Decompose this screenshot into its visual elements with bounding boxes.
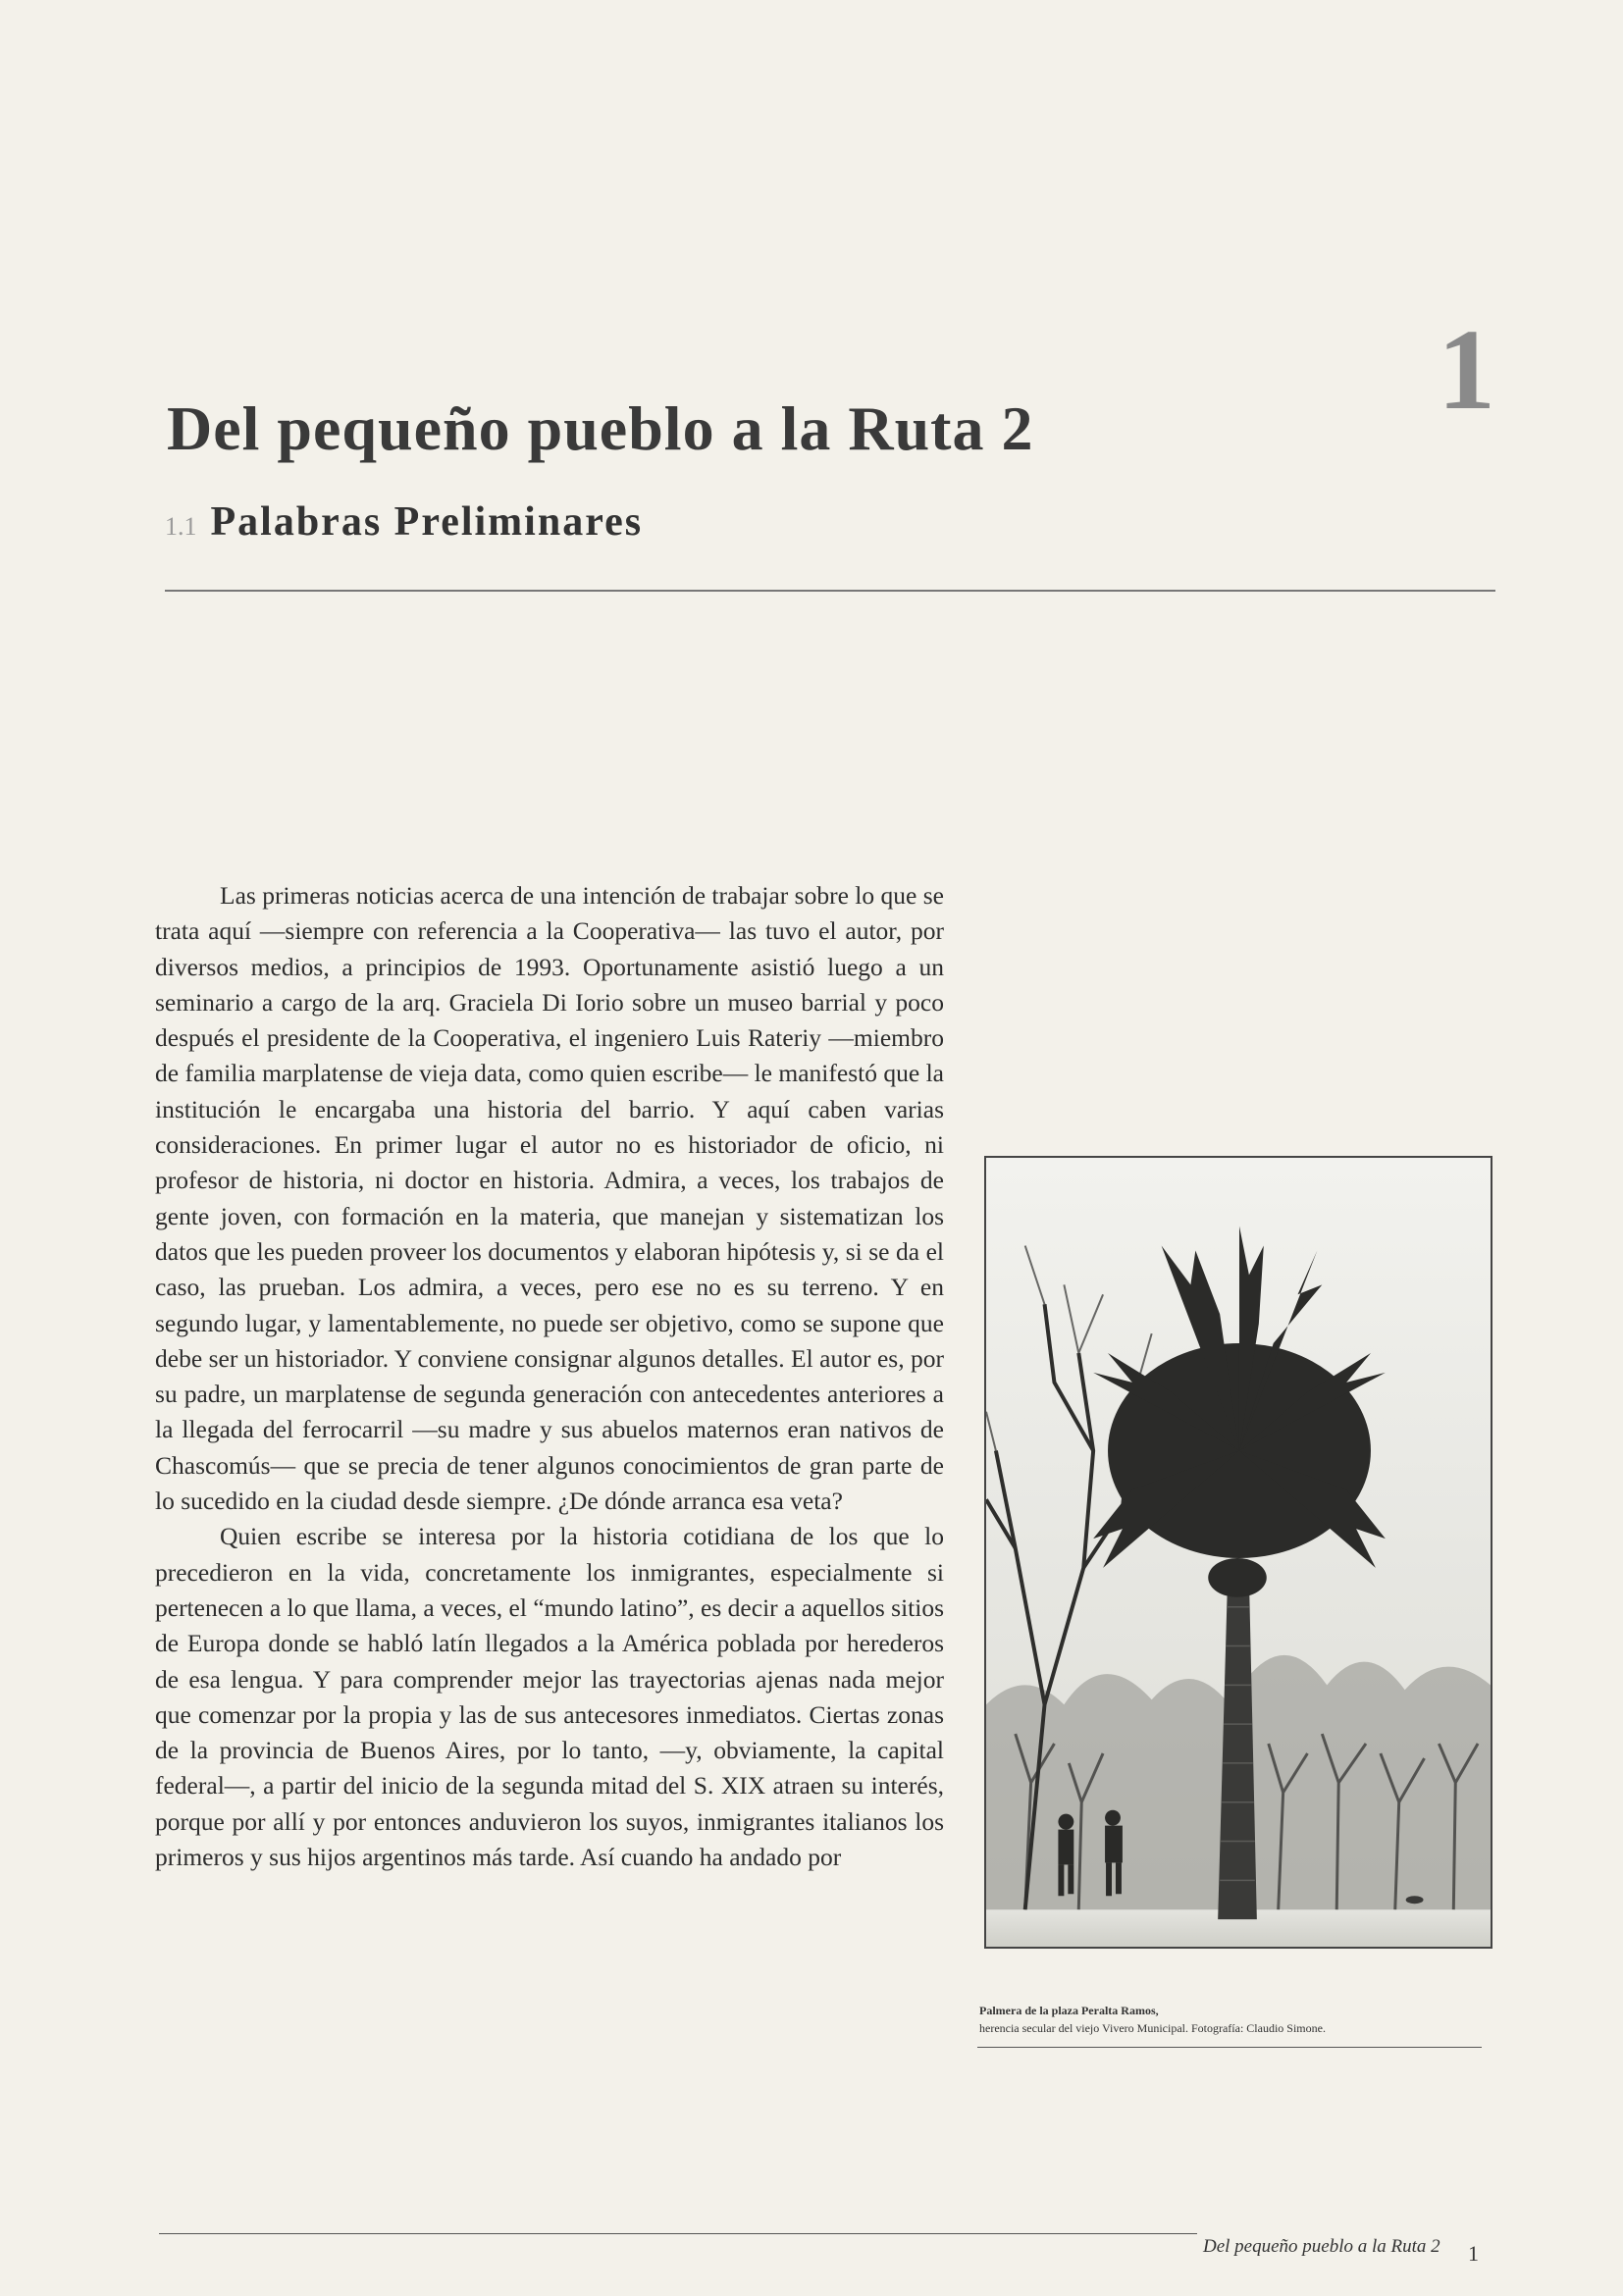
photo-caption [979,2002,1493,2037]
section-title: Palabras Preliminares [210,499,644,545]
body-text [155,878,944,1875]
footer-divider [159,2233,1197,2234]
section-heading [165,498,643,546]
caption-text: herencia secular del viejo Vivero Municipal. Fotografía: Claudio Simone. [979,2021,1326,2035]
caption-title: Palmera de la plaza Peralta Ramos, [979,2004,1159,2017]
page-number: 1 [1468,2241,1479,2266]
paragraph: Quien escribe se interesa por la historia cotidiana de los que lo precedieron en la vida, concretamente los inmigrantes, especialmente si pertenecen a lo que llama, a veces, el “mundo latino”, es decir a aquellos sitios de Europa donde se habló latín llegados a la América poblada por herederos de esa lengua. Y para comprender mejor las trayectorias ajenas nada mejor que comenzar por la propia y las de sus antecesores inmediatos. Ciertas zonas de la provincia de Buenos Aires, por lo tanto, —y, obviamente, la capital federal—, a partir del inicio de la segunda mitad del S. XIX atraen su interés, porque por allí y por entonces anduvieron los suyos, inmigrantes italianos los primeros y sus hijos argentinos más tarde. Así cuando ha andado por [155,1522,944,1872]
heading-divider [165,590,1495,592]
running-title: Del pequeño pueblo a la Ruta 2 [1203,2236,1440,2257]
caption-divider [977,2047,1482,2048]
palm-tree-photo [984,1156,1492,1949]
chapter-title: Del pequeño pueblo a la Ruta 2 [167,393,1034,463]
paragraph: Las primeras noticias acerca de una intención de trabajar sobre lo que se trata aquí —siempre con referencia a la Cooperativa— las tuvo el autor, por diversos medios, a principios de 1993. Oportunamente asistió luego a un seminario a cargo de la arq. Graciela Di Iorio sobre un museo barrial y poco después el presidente de la Cooperativa, el ingeniero Luis Rateriy —miembro de familia marplatense de vieja data, como quien escribe— le manifestó que la institución le encargaba una historia del barrio. Y aquí caben varias consideraciones. En primer lugar el autor no es historiador de oficio, ni profesor de historia, ni doctor en historia. Admira, a veces, los trabajos de gente joven, con formación en la materia, que manejan y sistematizan los datos que les pueden proveer los documentos y elaboran hipótesis y, si se da el caso, las prueban. Los admira, a veces, pero ese no es su terreno. Y en segundo lugar, y lamentablemente, no puede ser objetivo, como se supone que debe ser un historiador. Y conviene consignar algunos detalles. El autor es, por su padre, un marplatense de segunda generación con antecedentes anteriores a la llegada del ferrocarril —su madre y sus abuelos maternos eran nativos de Chascomús— que se precia de tener algunos conocimientos de gran parte de lo sucedido en la ciudad desde siempre. ¿De dónde arranca esa veta? [155,881,944,1516]
palm-tree-photo-image [986,1158,1491,1947]
section-number: 1.1 [165,512,197,541]
chapter-number: 1 [1438,305,1495,434]
